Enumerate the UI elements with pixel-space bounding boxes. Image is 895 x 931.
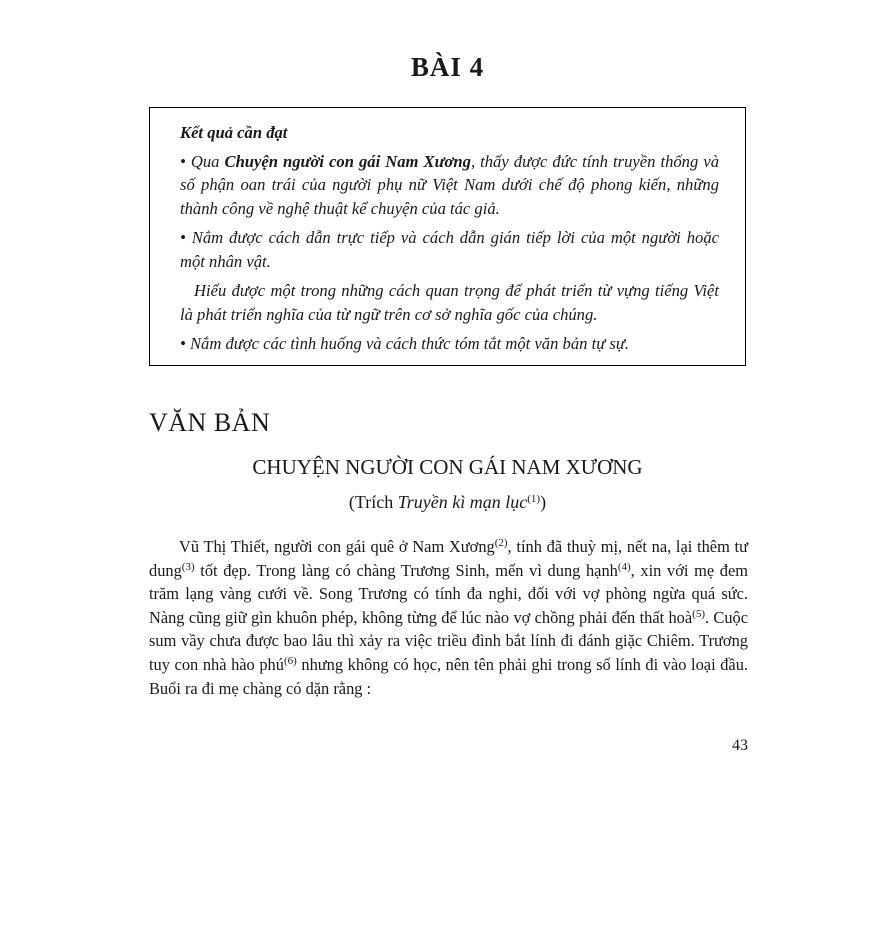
footnote-ref: (1)	[527, 493, 541, 505]
footnote-ref: (5)	[692, 607, 705, 620]
footnote-ref: (2)	[494, 537, 508, 549]
body-text: , xin với mẹ đem trăm lạng vàng cưới về. Song Trương có tính đa nghi, đối với vợ phòng ngừa quá sức. Nàng cũng giữ gìn khuôn phép, không từng để lúc nào vợ chồng phải đến thất hoà	[149, 560, 748, 627]
body-text: Vũ Thị Thiết, người con gái quê ở Nam Xương	[179, 537, 495, 556]
page-number: 43	[732, 737, 748, 754]
objective-item: • Nắm được các tình huống và cách thức tóm tắt một văn bản tự sự.	[180, 334, 630, 353]
objective-text: • Qua	[180, 151, 225, 171]
lesson-title: BÀI 4	[410, 52, 485, 82]
body-text: . Cuộc sum vầy chưa được bao lâu thì xảy ra việc triều đình bắt lính đi đánh giặc Chiêm. Trương tuy con nhà hào phú	[149, 607, 749, 674]
body-text: , tính đã thuỳ mị, nết na, lại thêm tư dung	[149, 537, 748, 580]
objectives-heading: Kết quả cần đạt	[180, 123, 288, 142]
footnote-ref: (3)	[181, 560, 195, 573]
source-text: )	[540, 492, 547, 512]
section-heading: VĂN BẢN	[149, 408, 271, 437]
story-source	[0, 492, 895, 513]
body-text: tốt đẹp. Trong làng có chàng Trương Sinh, mến vì dung hạnh	[194, 560, 618, 580]
objective-item: • Nắm được cách dẫn trực tiếp và cách dẫn gián tiếp lời của một người hoặc một nhân vật.	[180, 228, 719, 271]
body-text: nhưng không có học, nên tên phải ghi trong sổ lính đi vào loại đầu. Buổi ra đi mẹ chàng có dặn rằng :	[149, 654, 748, 698]
source-text: (Trích	[348, 492, 398, 512]
objectives-box	[149, 107, 746, 366]
footnote-ref: (6)	[283, 654, 297, 667]
work-title: Chuyện người con gái Nam Xương	[224, 151, 471, 171]
objective-text: , thấy được đức tính truyền thống và số phận oan trái của người phụ nữ Việt Nam dưới chế độ phong kiến, những thành công về nghệ thuật kể chuyện của tác giả.	[180, 151, 719, 218]
objective-item: Hiểu được một trong những cách quan trọng để phát triển từ vựng tiếng Việt là phát triển nghĩa của từ ngữ trên cơ sở nghĩa gốc của chúng.	[180, 281, 719, 324]
objective-item	[180, 150, 719, 221]
story-title: CHUYỆN NGƯỜI CON GÁI NAM XƯƠNG	[252, 455, 643, 479]
story-paragraph	[149, 535, 748, 700]
source-book: Truyền kì mạn lục	[397, 492, 528, 512]
footnote-ref: (4)	[617, 560, 631, 573]
